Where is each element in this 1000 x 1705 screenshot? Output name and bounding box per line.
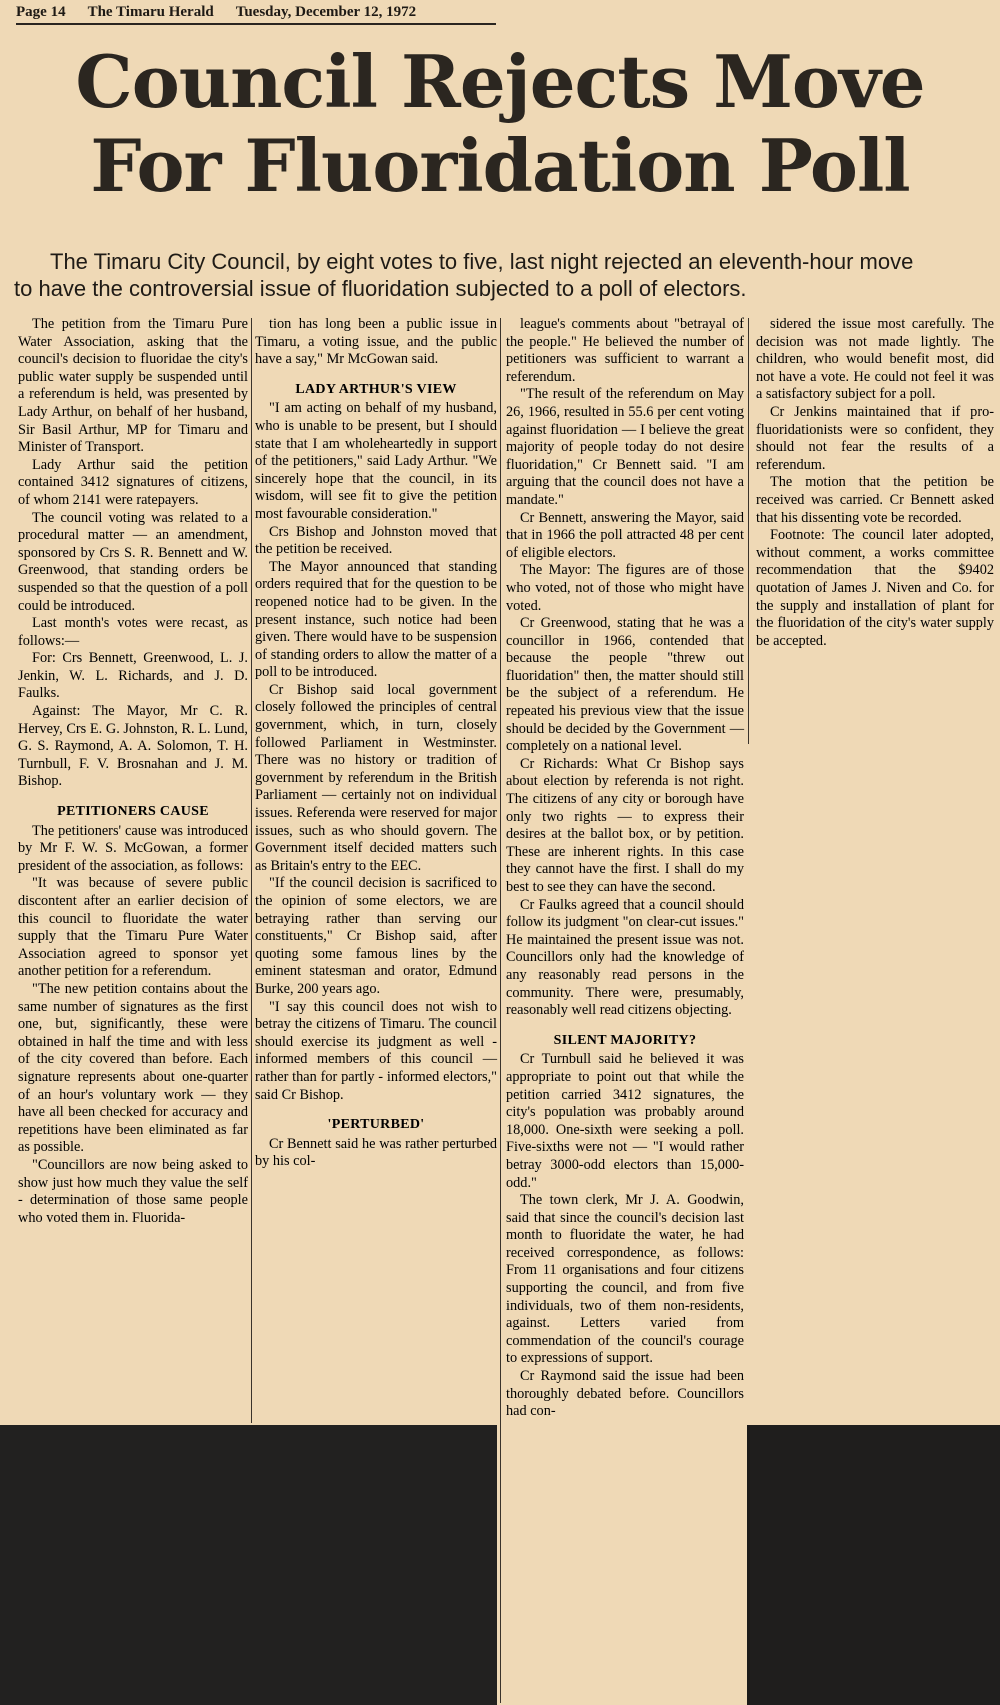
- paragraph: Cr Bennett said he was rather perturbed by his col-: [255, 1135, 497, 1170]
- paper-name: The Timaru Herald: [87, 4, 214, 20]
- issue-date: Tuesday, December 12, 1972: [235, 4, 417, 20]
- paragraph: The Mayor announced that standing orders required that for the question to be reopened notice had to be given. In the present instance, such notice had been given. There would have to be suspension of standing orders to allow the matter of a poll to be introduced.: [255, 558, 497, 681]
- paragraph: "Councillors are now being asked to show just how much they value the self - determination of those same people who voted them in. Fluorida-: [18, 1156, 248, 1226]
- paragraph: sidered the issue most carefully. The decision was not made lightly. The children, who would benefit most, did not have a vote. He could not feel it was a satisfactory subject for a poll.: [756, 316, 994, 403]
- paragraph: Cr Faulks agreed that a council should follow its judgment "on clear-cut issues." He maintained the present issue was not. Councillors only had the knowledge of any reasonably read persons in the community. There were, presumably, reasonably well read citizens objecting.: [506, 896, 744, 1019]
- section-heading: SILENT MAJORITY?: [553, 1032, 697, 1048]
- article-column-3: [506, 316, 744, 1421]
- paragraph: "I say this council does not wish to betray the citizens of Timaru. The council should exercise its judgment as well - informed members of this council — rather than for partly - informed electors," said Cr Bishop.: [255, 998, 497, 1103]
- deck-line-2: to have the controversial issue of fluoridation subjected to a poll of electors.: [14, 276, 747, 301]
- paragraph: Cr Bennett, answering the Mayor, said that in 1966 the poll attracted 48 per cent of eligible electors.: [506, 509, 744, 561]
- paragraph: Cr Raymond said the issue had been thoroughly debated before. Councillors had con-: [506, 1368, 744, 1420]
- deck: [14, 248, 994, 302]
- paragraph: The Mayor: The figures are of those who voted, not of those who might have voted.: [506, 562, 744, 614]
- article-column-2: [255, 316, 497, 1171]
- paragraph: Cr Jenkins maintained that if pro-fluoridationists were so confident, they should not fear the results of a referendum.: [756, 403, 994, 473]
- headline-line-2: For Fluoridation Poll: [90, 123, 910, 208]
- paragraph: For: Crs Bennett, Greenwood, L. J. Jenkin, W. L. Richards, and J. D. Faulks.: [18, 650, 248, 702]
- article-column-1: [18, 316, 248, 1227]
- page-number: Page 14: [16, 4, 66, 20]
- paragraph: tion has long been a public issue in Timaru, a voting issue, and the public have a say," Mr McGowan said.: [255, 316, 497, 368]
- headline-line-1: Council Rejects Move: [75, 39, 925, 124]
- column-rule: [251, 318, 252, 1423]
- section-heading: PETITIONERS CAUSE: [57, 804, 209, 820]
- column-rule: [500, 318, 501, 1703]
- paragraph: Cr Turnbull said he believed it was appropriate to point out that while the petition carried 3412 signatures, the city's population was probably around 18,000. One-sixth were seeking a poll. Five-sixths were not — "I would rather betray 3000-odd electors than 15,000-odd.": [506, 1051, 744, 1191]
- paragraph: "If the council decision is sacrificed to the opinion of some electors, we are betraying rather than serving our constituents," Cr Bishop said, after quoting some famous lines by the eminent statesman and orator, Edmund Burke, 200 years ago.: [255, 875, 497, 997]
- paragraph: Footnote: The council later adopted, without comment, a works committee recommendation that the $9402 quotation of James J. Niven and Co. for the supply and installation of plant for the fluoridation of the city's water supply be accepted.: [756, 527, 994, 649]
- paragraph: "I am acting on behalf of my husband, who is unable to be present, but I should state that I am wholeheartedly in support of the petitioners," said Lady Arthur. "We sincerely hope that the council, in its wisdom, will see fit to give the petition most favourable consideration.": [255, 400, 497, 522]
- paragraph: "It was because of severe public discontent after an earlier decision of this council to fluoridate the water supply that the Timaru Pure Water Association agreed to sponsor yet another petition for a referendum.: [18, 875, 248, 980]
- column-3-extension: [497, 1425, 747, 1705]
- paragraph: Lady Arthur said the petition contained 3412 signatures of citizens, of whom 2141 were ratepayers.: [18, 456, 248, 508]
- paragraph: Cr Richards: What Cr Bishop says about election by referenda is not right. The citizens of any city or borough have only two rights — to express their desires at the ballot box, or by petition. These are inherent rights. In this case they cannot have the first. I shall do my best to see they can have the second.: [506, 755, 744, 895]
- paragraph: "The result of the referendum on May 26, 1966, resulted in 55.6 per cent voting against fluoridation — I believe the great majority of people today do not desire fluoridation," Cr Bennett said. "I am arguing that the council does not have a mandate.": [506, 386, 744, 508]
- paragraph: Crs Bishop and Johnston moved that the petition be received.: [255, 523, 497, 558]
- article-column-4: [756, 316, 994, 650]
- section-heading: 'PERTURBED': [327, 1117, 425, 1133]
- background-dark-left: [0, 1425, 497, 1705]
- paragraph: "The new petition contains about the same number of signatures as the first one, but, significantly, these were obtained in half the time and with less of the city covered than before. Each signature represents about one-quarter of an hour's voluntary work — they have all been checked for accuracy and repetitions have been eliminated as far as possible.: [18, 980, 248, 1156]
- paragraph: Cr Greenwood, stating that he was a councillor in 1966, contended that because the people "threw out fluoridation" then, the matter should still be the subject of a referendum. He repeated his previous view that the issue should be decided by the Government — completely on a national level.: [506, 615, 744, 755]
- paragraph: Cr Bishop said local government closely followed the principles of central government, which, in turn, closely followed Parliament in Westminster. There was no history or tradition of government by referendum in the British Parliament — certainly not on individual issues. Referenda were reserved for major issues, such as who should govern. The Government itself decided matters such as Britain's entry to the EEC.: [255, 681, 497, 874]
- paragraph: The council voting was related to a procedural matter — an amendment, sponsored by Crs S. R. Bennett and W. Greenwood, that standing orders be suspended so that the question of a poll could be introduced.: [18, 509, 248, 614]
- masthead: [16, 4, 496, 25]
- paragraph: The motion that the petition be received was carried. Cr Bennett asked that his dissenting vote be recorded.: [756, 474, 994, 526]
- deck-line-1: The Timaru City Council, by eight votes to five, last night rejected an eleventh-hour move: [50, 249, 914, 274]
- column-rule: [748, 318, 749, 744]
- section-heading: LADY ARTHUR'S VIEW: [295, 381, 457, 397]
- paragraph: The town clerk, Mr J. A. Goodwin, said that since the council's decision last month to fluoridate the water, he had received correspondence, as follows: From 11 organisations and four citizens supporting the council, and from five individuals, two of them non-residents, against. Letters varied from commendation of the council's courage to expressions of support.: [506, 1192, 744, 1367]
- headline: [0, 40, 1000, 208]
- paragraph: Last month's votes were recast, as follows:—: [18, 615, 248, 649]
- paragraph: Against: The Mayor, Mr C. R. Hervey, Crs E. G. Johnston, R. L. Lund, G. S. Raymond, A. A. Solomon, T. H. Turnbull, F. V. Brosnahan and J. M. Bishop.: [18, 703, 248, 790]
- paragraph: The petitioners' cause was introduced by Mr F. W. S. McGowan, a former president of the association, as follows:: [18, 822, 248, 874]
- paragraph: league's comments about "betrayal of the people." He believed the number of petitioners was sufficient to warrant a referendum.: [506, 316, 744, 385]
- paragraph: The petition from the Timaru Pure Water Association, asking that the council's decision to fluoridae the city's public water supply be suspended until a referendum is held, was presented by Lady Arthur, on behalf of her husband, Sir Basil Arthur, MP for Timaru and Minister of Transport.: [18, 316, 248, 456]
